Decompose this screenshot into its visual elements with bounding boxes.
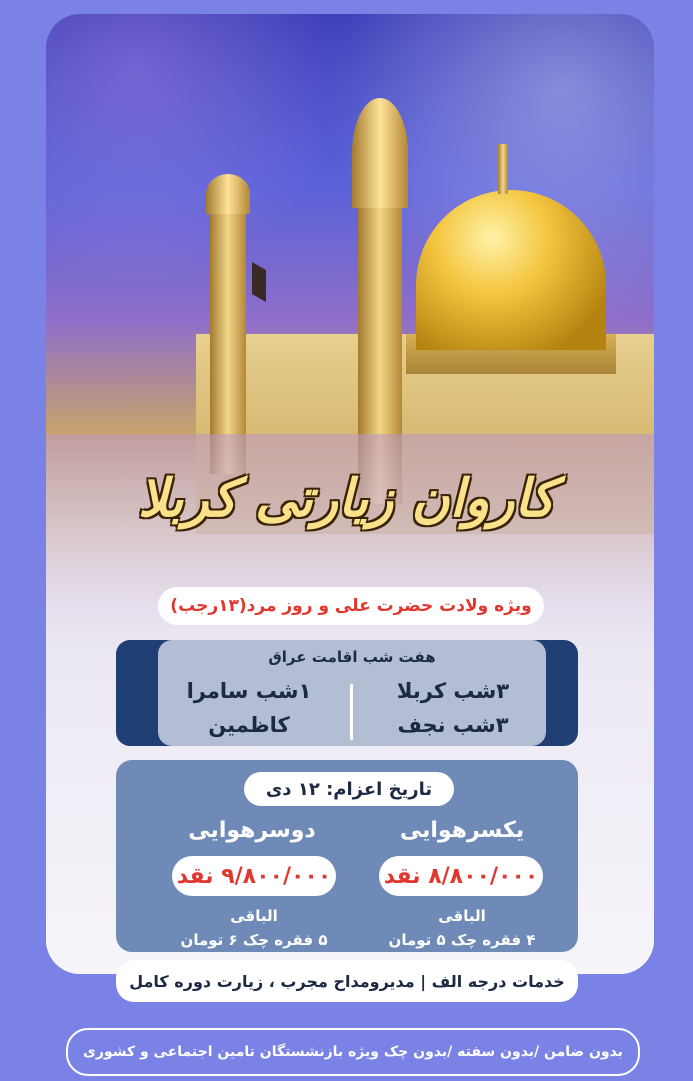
stay-kazimain: کاظمین bbox=[208, 713, 290, 737]
stay-box bbox=[158, 640, 546, 746]
remaining-detail: ۵ فقره چک ۶ تومان bbox=[180, 931, 328, 949]
option-one-way-remaining bbox=[362, 904, 562, 952]
remaining-label: الباقی bbox=[230, 907, 278, 925]
remaining-detail: ۴ فقره چک ۵ تومان bbox=[388, 931, 536, 949]
option-round-trip-remaining bbox=[154, 904, 354, 952]
stay-heading: هفت شب اقامت عراق bbox=[268, 648, 436, 666]
left-minaret-top bbox=[206, 174, 250, 214]
departure-date: تاریخ اعزام: ۱۲ دی bbox=[244, 772, 454, 806]
occasion-subtitle: ویژه ولادت حضرت علی و روز مرد(۱۳رجب) bbox=[158, 587, 544, 625]
stay-karbala: ۳شب کربلا bbox=[396, 679, 510, 703]
option-one-way-price: ۸/۸۰۰/۰۰۰ نقد bbox=[379, 856, 543, 896]
center-minaret-top bbox=[352, 98, 408, 208]
option-round-trip-price: ۹/۸۰۰/۰۰۰ نقد bbox=[172, 856, 336, 896]
footer-conditions: بدون ضامن /بدون سفته /بدون چک ویژه بازنشستگان تامین اجتماعی و کشوری bbox=[66, 1028, 640, 1076]
stay-najaf: ۳شب نجف bbox=[397, 713, 509, 737]
stay-samarra: ۱شب سامرا bbox=[186, 679, 312, 703]
stay-right-column bbox=[368, 674, 538, 742]
dome-finial bbox=[498, 144, 508, 194]
remaining-label: الباقی bbox=[438, 907, 486, 925]
option-round-trip-label: دوسرهوایی bbox=[188, 818, 316, 843]
stay-divider bbox=[350, 684, 353, 740]
poster-title: کاروان زیارتی کربلا bbox=[138, 468, 555, 529]
option-one-way-label: یکسرهوایی bbox=[399, 818, 525, 843]
stay-left-column bbox=[164, 674, 334, 742]
services-note: خدمات درجه الف | مدیرومداح مجرب ، زیارت دوره کامل bbox=[116, 960, 578, 1002]
